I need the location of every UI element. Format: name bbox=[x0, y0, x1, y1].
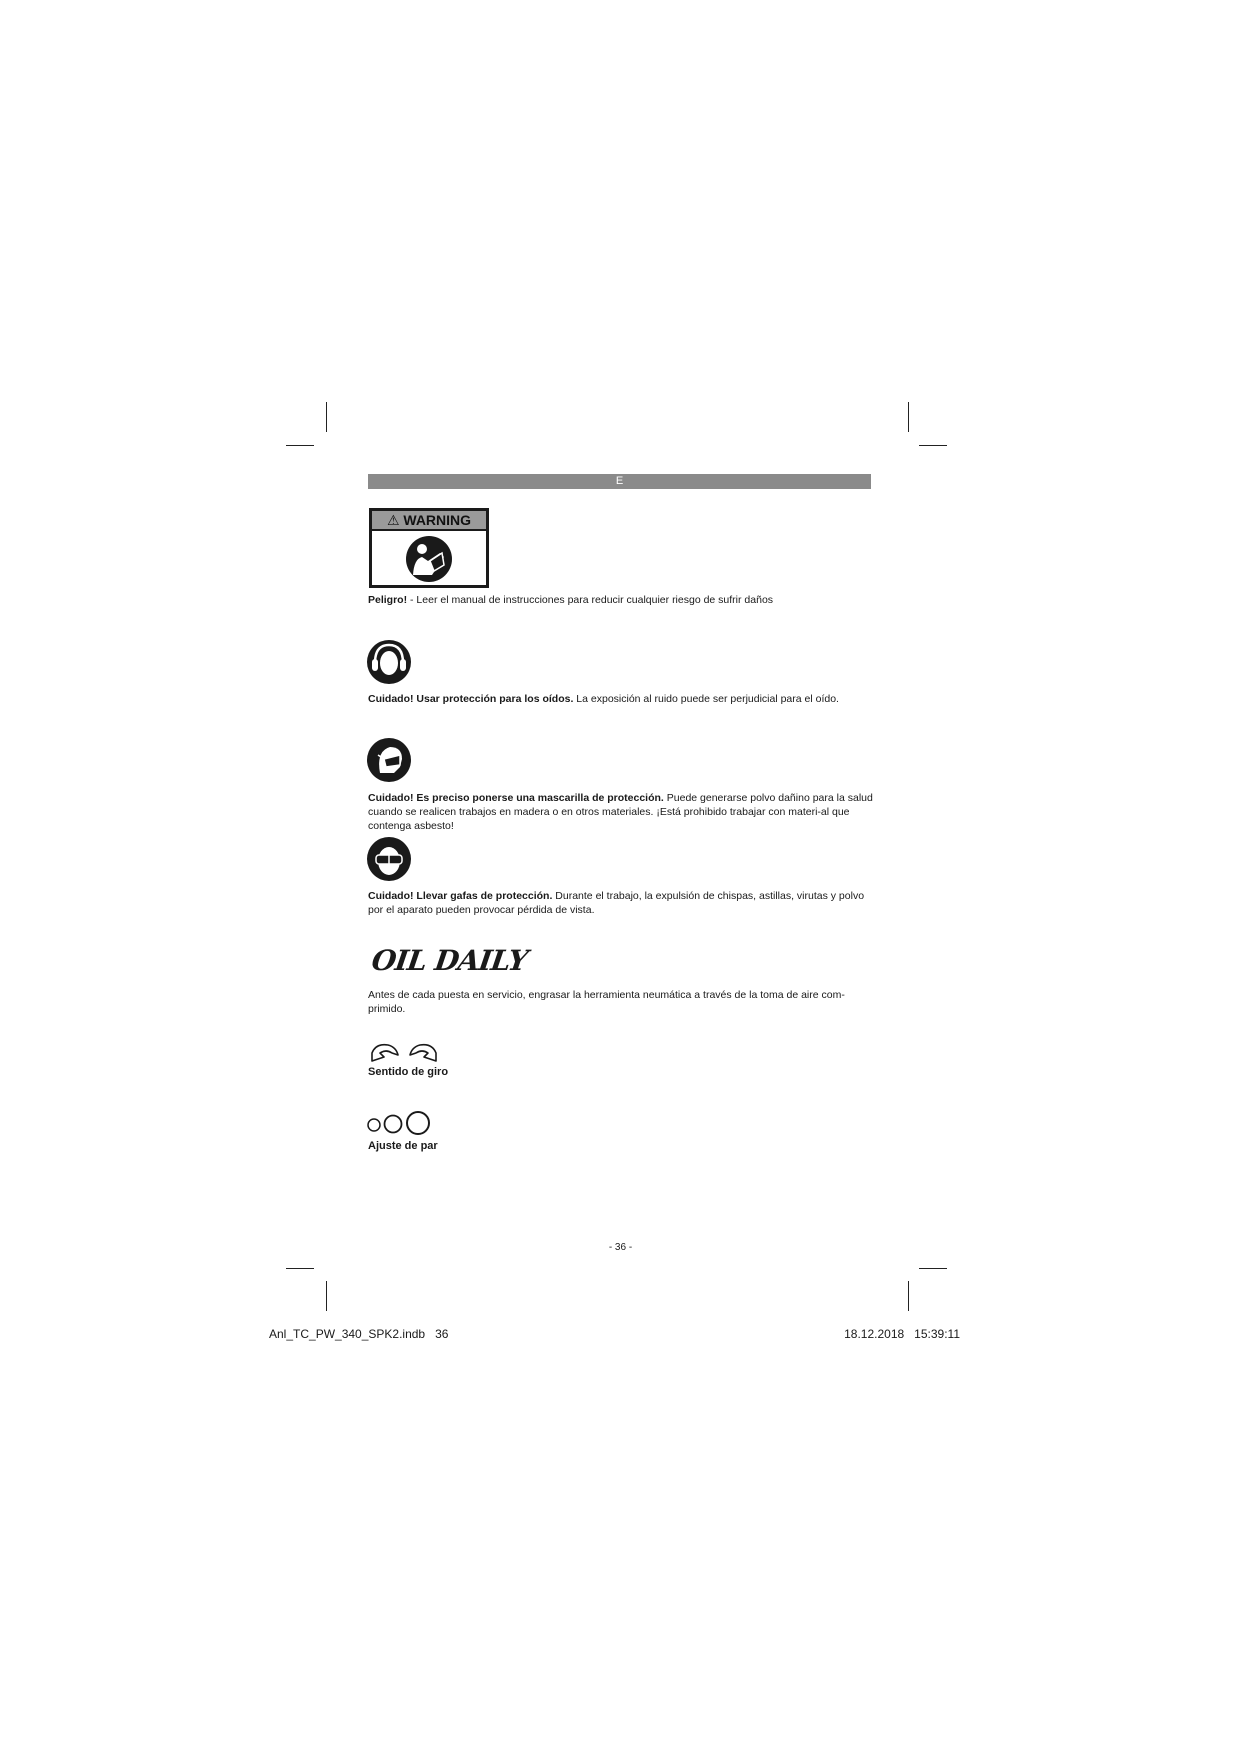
crop-mark bbox=[919, 445, 947, 446]
torque-label-block bbox=[368, 1140, 873, 1152]
footer-filename: Anl_TC_PW_340_SPK2.indb 36 bbox=[269, 1327, 449, 1341]
language-header-bar bbox=[368, 474, 871, 489]
crop-mark bbox=[908, 402, 909, 432]
warning-sign-title: ⚠ WARNING bbox=[372, 511, 486, 531]
hearing-lead: Cuidado! Usar protección para los oídos. bbox=[368, 693, 574, 705]
rotation-left-icon bbox=[366, 1039, 400, 1065]
oil-text: Antes de cada puesta en servicio, engrasar la herramienta neumática a través de la toma de aire com-primido. bbox=[368, 989, 845, 1015]
torque-circles-icon bbox=[366, 1110, 436, 1136]
rotation-right-icon bbox=[408, 1039, 442, 1065]
oil-text-block bbox=[368, 988, 873, 1016]
footer-datetime: 18.12.2018 15:39:11 bbox=[844, 1327, 960, 1341]
warning-text-block bbox=[368, 593, 873, 607]
rotation-label: Sentido de giro bbox=[368, 1066, 449, 1078]
ear-protection-icon bbox=[366, 639, 412, 685]
mask-text-block bbox=[368, 791, 873, 833]
crop-mark bbox=[326, 402, 327, 432]
hearing-text-block bbox=[368, 692, 873, 706]
page-number: - 36 - bbox=[608, 1242, 633, 1253]
language-code: E bbox=[615, 475, 624, 487]
dust-mask-icon bbox=[366, 737, 412, 783]
oil-daily-logo: OIL DAILY bbox=[369, 944, 530, 977]
crop-mark bbox=[908, 1281, 909, 1311]
hearing-text: La exposición al ruido puede ser perjudicial para el oído. bbox=[573, 693, 839, 705]
crop-mark bbox=[919, 1268, 947, 1269]
rotation-label-block bbox=[368, 1066, 873, 1078]
warning-text: - Leer el manual de instrucciones para reducir cualquier riesgo de sufrir daños bbox=[407, 594, 774, 606]
crop-mark bbox=[286, 1268, 314, 1269]
goggles-text-block bbox=[368, 889, 873, 917]
crop-mark bbox=[326, 1281, 327, 1311]
mask-text: Puede generarse polvo dañino para la salud cuando se realicen trabajos en madera o en otros materiales. ¡Está prohibido trabajar con materi-al que contenga asbesto! bbox=[368, 792, 873, 832]
read-manual-icon bbox=[372, 531, 486, 587]
goggles-text: Durante el trabajo, la expulsión de chispas, astillas, virutas y polvo por el aparato pueden provocar pérdida de vista. bbox=[368, 890, 865, 916]
goggles-lead: Cuidado! Llevar gafas de protección. bbox=[368, 890, 553, 902]
mask-lead: Cuidado! Es preciso ponerse una mascarilla de protección. bbox=[368, 792, 664, 804]
torque-label: Ajuste de par bbox=[368, 1140, 438, 1152]
safety-goggles-icon bbox=[366, 836, 412, 882]
warning-lead: Peligro! bbox=[368, 594, 408, 606]
crop-mark bbox=[286, 445, 314, 446]
warning-sign bbox=[369, 508, 489, 588]
